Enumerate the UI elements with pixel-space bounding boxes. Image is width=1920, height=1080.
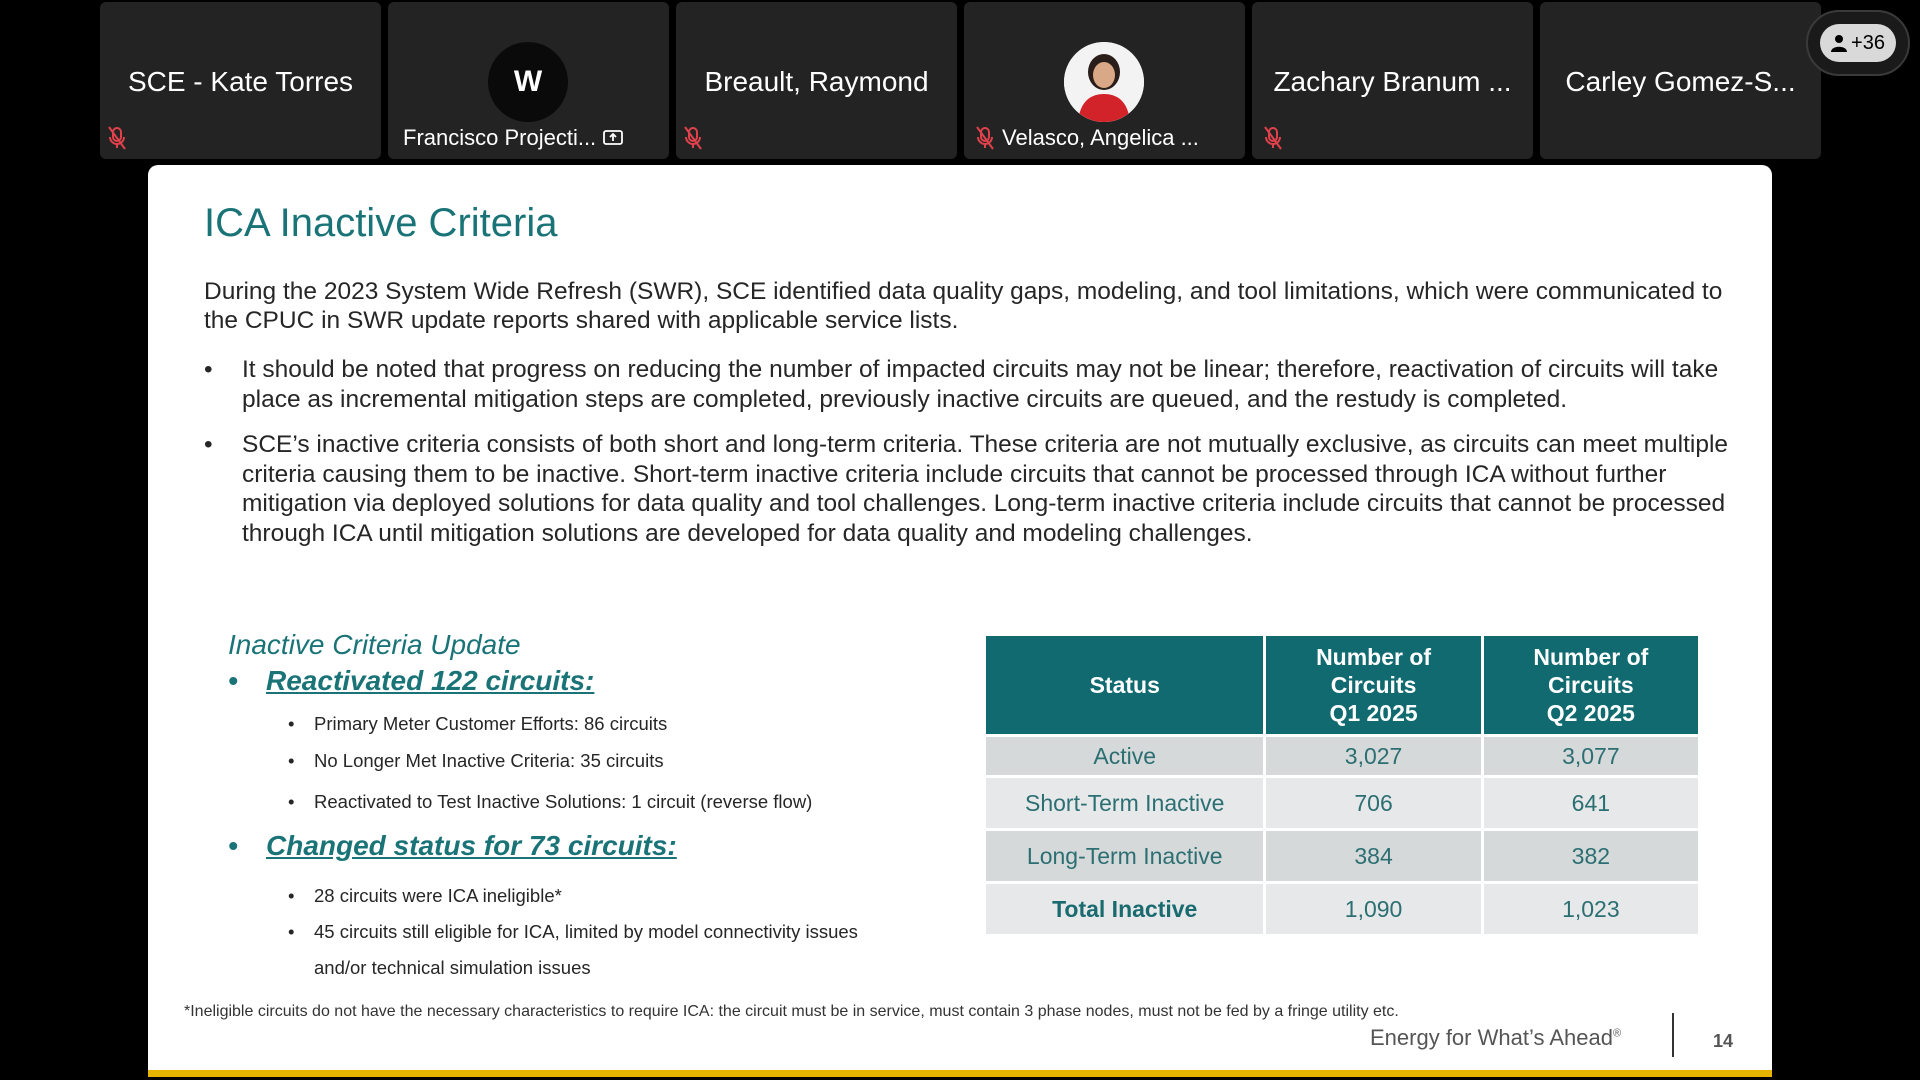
- tile-status: [1262, 125, 1284, 151]
- q1-cell: 3,027: [1266, 737, 1480, 775]
- participant-tile[interactable]: [100, 2, 381, 159]
- sub-item-text: No Longer Met Inactive Criteria: 35 circuits: [314, 750, 664, 771]
- divider: [1672, 1013, 1674, 1057]
- table-header-row: [986, 636, 1698, 734]
- bullet-dot: •: [228, 665, 238, 696]
- participant-name: Carley Gomez-S...: [1565, 66, 1796, 97]
- mic-muted-icon: [1262, 125, 1284, 151]
- table-row: [986, 778, 1698, 828]
- participant-tile[interactable]: [676, 2, 957, 159]
- header-q2: [1484, 636, 1698, 734]
- bullet-item: • It should be noted that progress on reducing the number of impacted circuits may not be linear; therefore, reactivation of circuits will take place as incremental mitigation steps are completed, previously inactive circuits are queued, and the restudy is completed.: [204, 355, 1734, 414]
- reactivated-heading-text: Reactivated 122 circuits:: [266, 665, 595, 696]
- table-row: [986, 737, 1698, 775]
- participant-name: Francisco Projecti...: [403, 125, 597, 150]
- header-line: Circuits: [1330, 672, 1417, 698]
- header-status: [986, 636, 1263, 734]
- q1-cell: 384: [1266, 831, 1480, 881]
- participant-tile[interactable]: [1540, 2, 1821, 159]
- q2-cell: 382: [1484, 831, 1698, 881]
- screen-share-icon: [602, 125, 624, 151]
- status-cell: Total Inactive: [986, 884, 1263, 934]
- page-number: 14: [1713, 1031, 1734, 1051]
- sub-item-text: 28 circuits were ICA ineligible*: [314, 885, 562, 906]
- tile-status: [106, 125, 128, 151]
- sub-item-text: Reactivated to Test Inactive Solutions: 1 circuit (reverse flow): [314, 791, 813, 812]
- header-line: Circuits: [1548, 672, 1634, 698]
- participant-tile[interactable]: [964, 2, 1245, 159]
- participant-tile[interactable]: [388, 2, 669, 159]
- participant-strip: [100, 2, 1820, 159]
- bullet-item: • SCE’s inactive criteria consists of both short and long-term criteria. These criteria are not mutually exclusive, as circuits can meet multiple criteria causing them to be inactive. Short-term inactive criteria include circuits that cannot be processed through ICA without further mitigation via deployed solutions for data quality and tool challenges. Long-term inactive criteria include circuits that cannot be processed through ICA until mitigation solutions are developed for data quality and modeling challenges.: [204, 430, 1734, 548]
- shared-slide: [148, 165, 1772, 1077]
- mic-muted-icon: [974, 125, 996, 151]
- header-line: Number of: [1533, 644, 1649, 670]
- header-line: Q1 2025: [1329, 700, 1418, 726]
- bullet-dot: •: [228, 830, 238, 861]
- tile-status: [682, 125, 704, 151]
- table-row: [986, 831, 1698, 881]
- q2-cell: 641: [1484, 778, 1698, 828]
- circuit-status-table: [983, 633, 1701, 937]
- more-participants-button[interactable]: [1806, 10, 1910, 76]
- sub-item: • Primary Meter Customer Efforts: 86 circuits: [288, 713, 668, 734]
- sub-item: • Reactivated to Test Inactive Solutions: 1 circuit (reverse flow): [288, 791, 813, 812]
- status-cell: Active: [986, 737, 1263, 775]
- sub-item: • 45 circuits still eligible for ICA, limited by model connectivity issues: [288, 921, 858, 942]
- slide-accent-bar: [148, 1070, 1772, 1077]
- header-line: Number of: [1316, 644, 1432, 670]
- registered-mark: ®: [1612, 1027, 1622, 1040]
- update-title: Inactive Criteria Update: [228, 629, 521, 660]
- sub-item-text: 45 circuits still eligible for ICA, limited by model connectivity issues: [314, 921, 858, 942]
- footnote: *Ineligible circuits do not have the necessary characteristics to require ICA: the circuit must be in service, must contain 3 phase nodes, must not be fed by a fringe utility etc.: [184, 1003, 1399, 1020]
- slide-intro: During the 2023 System Wide Refresh (SWR), SCE identified data quality gaps, modeling, and tool limitations, which were communicated to the CPUC in SWR update reports shared with applicable service lists.: [204, 278, 1723, 334]
- participant-name: Velasco, Angelica ...: [1002, 125, 1199, 150]
- slide-bullets: [204, 355, 1734, 564]
- sub-item-text: Primary Meter Customer Efforts: 86 circuits: [314, 713, 668, 734]
- status-cell: Long-Term Inactive: [986, 831, 1263, 881]
- mic-muted-icon: [106, 125, 128, 151]
- sub-item: • No Longer Met Inactive Criteria: 35 circuits: [288, 750, 664, 771]
- person-icon: [1831, 34, 1847, 52]
- participant-name: Breault, Raymond: [704, 66, 929, 97]
- participant-name: Zachary Branum ...: [1273, 66, 1512, 97]
- reactivated-heading: [228, 665, 594, 697]
- table-row-total: [986, 884, 1698, 934]
- tagline: [1370, 1025, 1621, 1051]
- header-q1: [1266, 636, 1480, 734]
- participant-tile[interactable]: [1252, 2, 1533, 159]
- tile-status: [974, 125, 1199, 151]
- sub-item-text: and/or technical simulation issues: [314, 957, 591, 978]
- slide-title: ICA Inactive Criteria: [204, 201, 558, 245]
- avatar: [1064, 42, 1144, 122]
- changed-heading-text: Changed status for 73 circuits:: [266, 830, 677, 861]
- tile-status: [403, 125, 624, 151]
- header-line: Q2 2025: [1546, 700, 1635, 726]
- changed-heading: [228, 830, 677, 862]
- status-cell: Short-Term Inactive: [986, 778, 1263, 828]
- q2-cell: 1,023: [1484, 884, 1698, 934]
- q1-cell: 1,090: [1266, 884, 1480, 934]
- mic-muted-icon: [682, 125, 704, 151]
- header-line: Status: [1089, 672, 1160, 698]
- more-participants-pill: [1820, 24, 1896, 62]
- avatar-photo-icon: [1064, 42, 1144, 122]
- participant-name: SCE - Kate Torres: [127, 66, 354, 97]
- q2-cell: 3,077: [1484, 737, 1698, 775]
- q1-cell: 706: [1266, 778, 1480, 828]
- avatar: W: [488, 42, 568, 122]
- tagline-text: Energy for What’s Ahead: [1370, 1025, 1613, 1050]
- sub-item: • 28 circuits were ICA ineligible*: [288, 885, 562, 906]
- more-participants-count: +36: [1851, 31, 1885, 54]
- sub-item-continued: [288, 957, 591, 979]
